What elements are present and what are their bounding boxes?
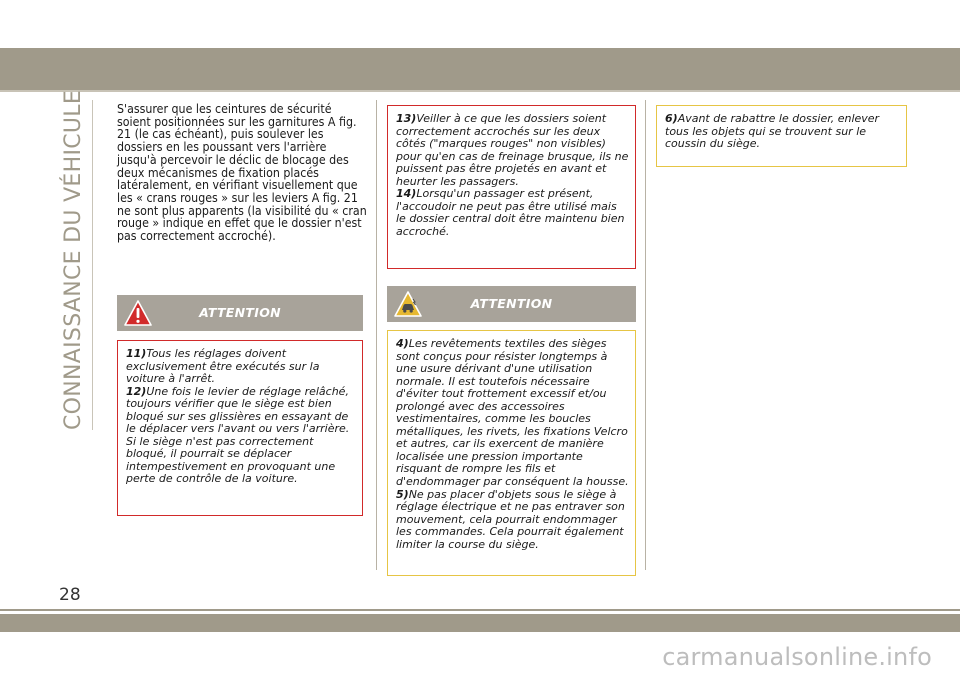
caution-box-2 [656, 105, 907, 167]
attention-title: ATTENTION [470, 296, 553, 311]
caution-item [396, 338, 629, 489]
caution-number: 5) [396, 487, 409, 501]
column-divider-1 [376, 100, 377, 570]
attention-header-warning [117, 295, 363, 331]
warning-number: 12) [126, 384, 147, 398]
page-number: 28 [59, 585, 81, 605]
section-title: CONNAISSANCE DU VÉHICULE [61, 89, 86, 430]
warning-item [396, 188, 629, 238]
warning-text: Une fois le levier de réglage relâché, toujours vérifier que le siège est bien bloqué sur ses glissières en essayant de le déplacer vers l'avant ou vers l'arrière. Si le siège n'est pas correctement bloqué, il pourrait se déplacer intempestivement en provoquant une perte de contrôle de la voiture. [126, 384, 350, 486]
caution-number: 4) [396, 337, 409, 350]
warning-item [126, 348, 356, 386]
caution-item [396, 489, 629, 552]
caution-text: Les revêtements textiles des sièges sont conçus pour résister longtemps à une usure dérivant d'une utilisation normale. Il est toutefois nécessaire d'éviter tout frottement excessif et/ou prolongé avec des accessoires vestimentaires, comme les boucles métalliques, les rivets, les fixations Velcro et autres, car ils exercent de manière localisée une pression importante risquant de rompre les fils et d'endommager par conséquent la housse. [396, 337, 629, 489]
warning-number: 13) [396, 112, 417, 125]
warning-box-1 [117, 340, 363, 516]
section-rule [92, 100, 93, 430]
caution-text: Avant de rabattre le dossier, enlever tous les objets qui se trouvent sur le coussin du siège. [665, 112, 880, 151]
footer-band [0, 614, 960, 632]
warning-item [396, 113, 629, 188]
warning-number: 14) [396, 187, 417, 201]
attention-header-caution [387, 286, 636, 322]
body-paragraph: S'assurer que les ceintures de sécurité soient positionnées sur les garnitures A fig. 21 (le cas échéant), puis soulever les dossiers en les poussant vers l'arrière jusqu'à percevoir le déclic de blocage des deux mécanismes de fixation placés latéralement, en vérifiant visuellement que les « crans rouges » sur les leviers A fig. 21 ne sont plus apparents (la visibilité du « cran rouge » indique en effet que le dossier n'est pas correctement accroché). [117, 102, 367, 244]
header-band [0, 48, 960, 90]
warning-item [126, 386, 356, 486]
watermark: carmanualsonline.info [662, 643, 932, 671]
header-rule [0, 90, 960, 92]
warning-box-2 [387, 105, 636, 269]
warning-number: 11) [126, 347, 147, 360]
column-divider-2 [645, 100, 646, 570]
warning-text: Veiller à ce que les dossiers soient correctement accrochés sur les deux côtés ("marques rouges" non visibles) pour qu'en cas de freinage brusque, ils ne puissent pas être projetés en avant et heurter les passagers. [396, 112, 629, 188]
caution-box-1 [387, 330, 636, 576]
caution-text: Ne pas placer d'objets sous le siège à réglage électrique et ne pas entraver son mouvement, cela pourrait endommager les commandes. Cela pourrait également limiter la course du siège. [396, 487, 625, 551]
caution-number: 6) [665, 112, 678, 125]
attention-title: ATTENTION [199, 305, 281, 320]
caution-item [665, 113, 900, 151]
warning-text: Lorsqu'un passager est présent, l'accoudoir ne peut pas être utilisé mais le dossier central doit être maintenu bien accroché. [396, 187, 625, 238]
warning-text: Tous les réglages doivent exclusivement être exécutés sur la voiture à l'arrêt. [126, 347, 320, 386]
footer-rule [0, 609, 960, 611]
